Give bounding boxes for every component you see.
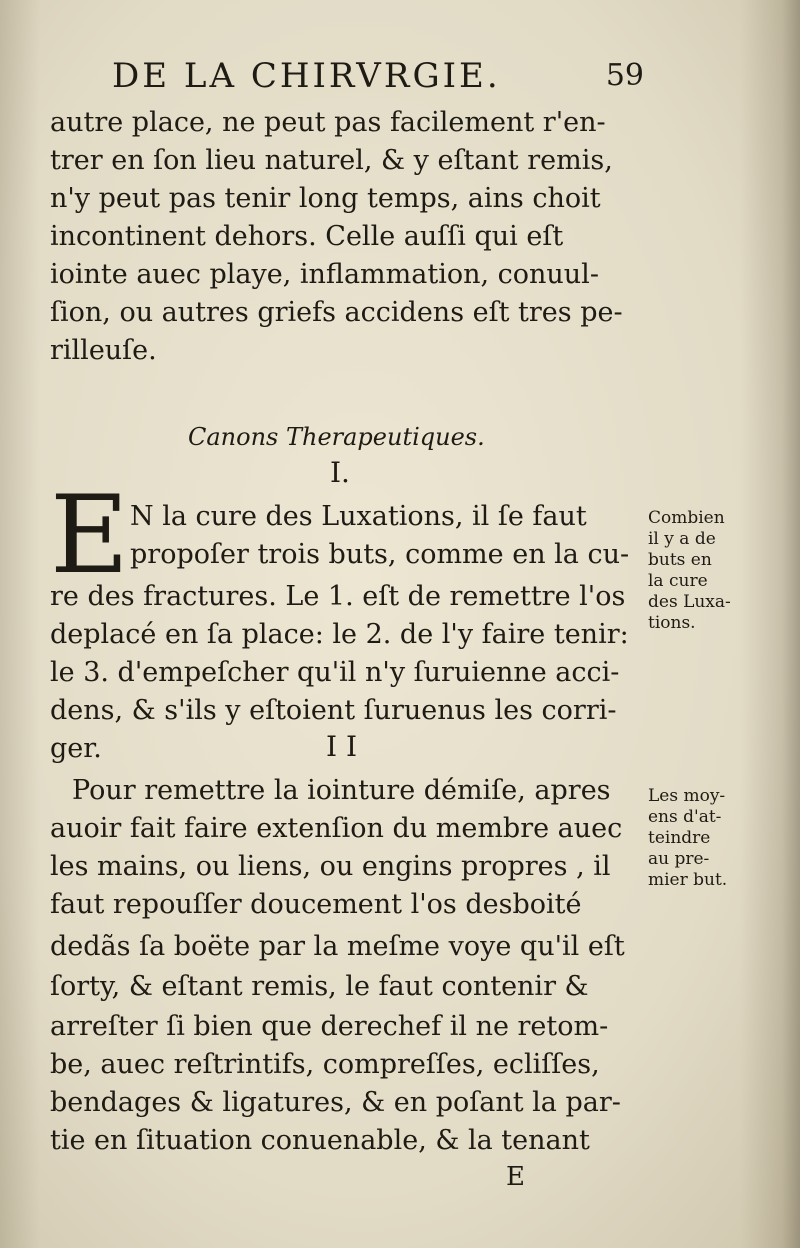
margin-note-line: mier but. [648, 870, 728, 890]
text-line: deplacé en ſa place: le 2. de l'y faire tenir: [50, 619, 629, 650]
text-line: trer en ſon lieu naturel, & y eſtant remis, [50, 145, 613, 176]
drop-capital: E [50, 473, 129, 598]
text-line: rilleuſe. [50, 335, 157, 366]
text-line: Pour remettre la iointure démiſe, apres [72, 775, 611, 806]
text-line: dedãs ſa boëte par la meſme voye qu'il eſt [50, 931, 625, 962]
margin-note-line: Les moy- [648, 786, 726, 806]
section-title: Canons Therapeutiques. [188, 423, 485, 451]
margin-note-line: il y a de [648, 529, 716, 549]
text-line: ger. [50, 733, 102, 764]
text-line: incontinent dehors. Celle auſſi qui eſt [50, 221, 564, 252]
text-line: bendages & ligatures, & en poſant la par- [50, 1087, 621, 1118]
margin-note-line: des Luxa- [648, 592, 731, 612]
text-line: faut repouſſer doucement l'os desboité [50, 889, 582, 920]
margin-note-line: tions. [648, 613, 696, 633]
text-line: iointe auec playe, inflammation, conuul- [50, 259, 599, 290]
text-line: re des fractures. Le 1. eſt de remettre l'os [50, 581, 626, 612]
margin-note-line: la cure [648, 571, 708, 591]
text-line: dens, & s'ils y eſtoient ſuruenus les corri- [50, 695, 617, 726]
page-shadow-left [0, 0, 40, 1248]
text-line: auoir fait faire extenſion du membre auec [50, 813, 623, 844]
page-number: 59 [605, 58, 644, 93]
text-line: ſion, ou autres griefs accidens eſt tres pe- [50, 297, 623, 328]
margin-note-line: au pre- [648, 849, 710, 869]
margin-note-line: teindre [648, 828, 711, 848]
running-title: DE LA CHIRVRGIE. [112, 56, 501, 96]
margin-note-line: buts en [648, 550, 712, 570]
text-line: propoſer trois buts, comme en la cu- [130, 539, 630, 570]
margin-note-2 [648, 786, 778, 891]
catchword: E [506, 1162, 525, 1192]
text-line: N la cure des Luxations, il ſe faut [130, 501, 587, 532]
running-header [112, 56, 672, 96]
text-line: be, auec reſtrintifs, compreſſes, ecliſſes, [50, 1049, 600, 1080]
margin-note-line: ens d'at- [648, 807, 722, 827]
margin-note-line: Combien [648, 508, 725, 528]
text-line: ſorty, & eſtant remis, le faut contenir & [50, 971, 589, 1002]
margin-note-1 [648, 508, 778, 634]
text-line: le 3. d'empeſcher qu'il n'y ſuruienne acci- [50, 657, 620, 688]
text-line: les mains, ou liens, ou engins propres , il [50, 851, 611, 882]
text-line: autre place, ne peut pas facilement r'en- [50, 107, 606, 138]
text-line: n'y peut pas tenir long temps, ains choit [50, 183, 601, 214]
text-line: tie en ſituation conuenable, & la tenant [50, 1125, 590, 1156]
canon-numeral-1: I. [330, 456, 350, 489]
canon-numeral-2: I I [326, 730, 358, 763]
text-line: arreſter ſi bien que derechef il ne retom- [50, 1011, 609, 1042]
